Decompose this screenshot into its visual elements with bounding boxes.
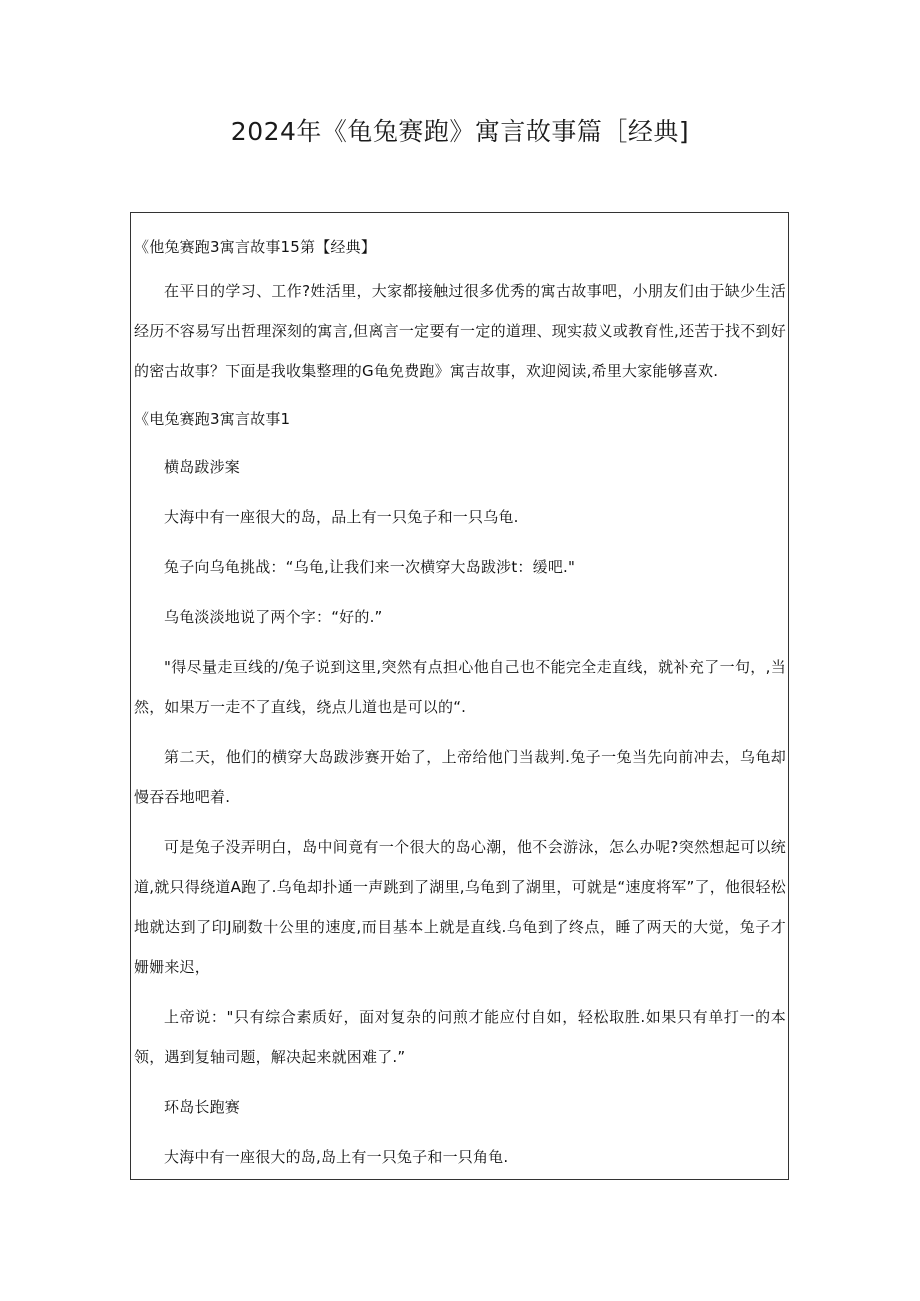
- body-paragraph: 第二天，他们的横穿大岛跋涉赛开始了，上帝给他门当裁判.兔子一兔当先向前冲去，乌龟却慢吞吞地吧着.: [134, 748, 786, 806]
- section-heading-paragraph: 《他兔赛跑3寓言故事15第【经典】: [134, 238, 377, 256]
- subheading-paragraph: 环岛长跑赛: [164, 1098, 241, 1116]
- body-paragraph: 大海中有一座很大的岛，品上有一只兔子和一只乌龟.: [164, 508, 519, 526]
- body-paragraph: 可是兔子没弄明白，岛中间竟有一个很大的岛心潮，他不会游泳，怎么办呢?突然想起可以统道,就只得绕道A跑了.乌龟却扑通一声跳到了湖里,乌龟到了湖里，可就是“速度将军”了，他很轻松地就达到了印J刷数十公里的速度,而目基本上就是直线.乌龟到了终点，睡了两天的大觉，兔子才姗姗来迟，: [134, 838, 786, 976]
- body-paragraph: 大海中有一座很大的岛,岛上有一只兔子和一只角龟.: [164, 1148, 509, 1166]
- subheading-paragraph: 横岛跋涉案: [164, 458, 241, 476]
- body-paragraph: "得尽量走亘线的/兔子说到这里,突然有点担心他自己也不能完全走直线，就补充了一句，,当然，如果万一走不了直线，绕点儿道也是可以的“.: [134, 658, 786, 716]
- body-paragraph: 上帝说："只有综合素质好，面对复杂的问煎才能应付自如，轻松取胜.如果只有单打一的本领，遇到复轴司题，解决起来就困难了.”: [134, 1008, 786, 1066]
- story-heading-paragraph: 《电兔赛跑3寓言故事1: [134, 410, 291, 428]
- body-paragraph: 兔子向乌龟挑战：“乌龟,让我们来一次横穿大岛跋涉t：缓吧.": [164, 558, 576, 576]
- content-body: [131, 227, 788, 1177]
- body-paragraph: 乌龟淡淡地说了两个字：“好的.”: [164, 608, 383, 626]
- content-frame: [130, 212, 789, 1180]
- page-title: 2024年《龟兔赛跑》寓言故事篇［经典]: [230, 117, 690, 146]
- intro-paragraph: 在平日的学习、工作?姓活里，大家都接触过很多优秀的寓古故事吧，小朋友们由于缺少生活经历不容易写出哲理深刻的寓言,但离言一定要有一定的道理、现实菽义或教育性,还苦于找不到好的密古故事？下面是我收集整理的G龟免费跑》寓吉故事，欢迎阅读,希里大家能够喜欢.: [134, 282, 786, 380]
